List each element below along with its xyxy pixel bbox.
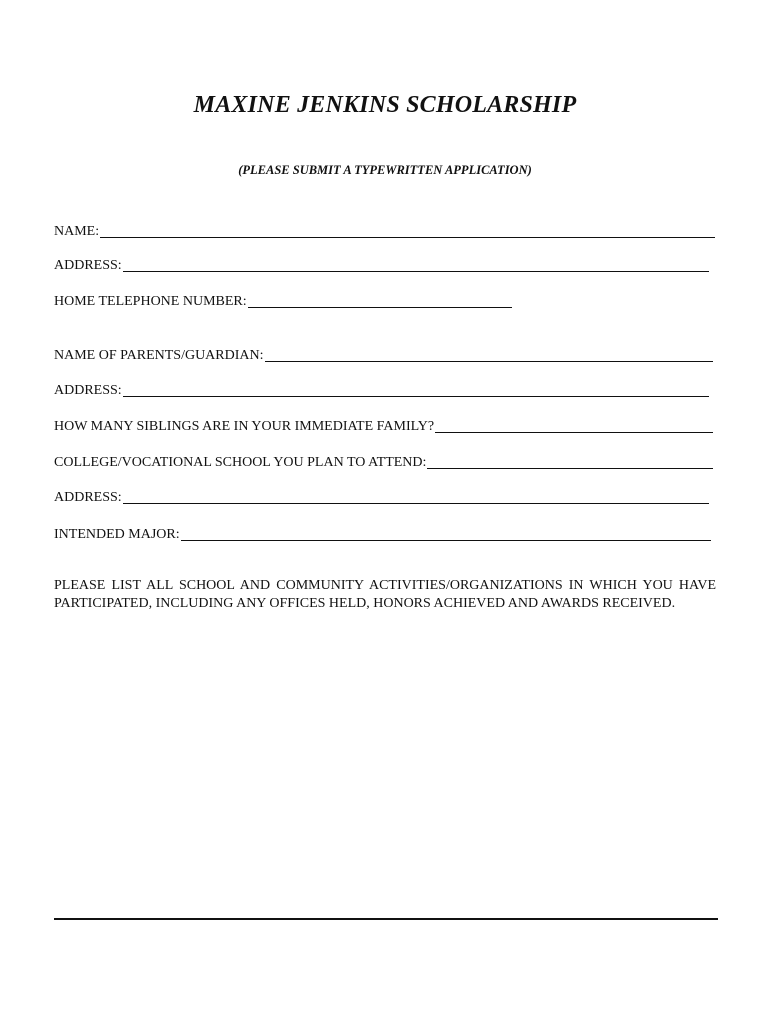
intended-major-field [54, 523, 711, 543]
intended-major-label: INTENDED MAJOR: [54, 527, 180, 542]
home-telephone-label: HOME TELEPHONE NUMBER: [54, 294, 247, 309]
bottom-divider [54, 918, 718, 920]
home-telephone-input-line[interactable] [248, 294, 512, 308]
parents-address-field [54, 379, 709, 399]
parents-guardian-field [54, 344, 713, 364]
parents-address-label: ADDRESS: [54, 383, 122, 398]
name-field [54, 220, 715, 240]
document-title: MAXINE JENKINS SCHOLARSHIP [193, 92, 577, 118]
activities-prompt: PLEASE LIST ALL SCHOOL AND COMMUNITY ACTIVITIES/ORGANIZATIONS IN WHICH YOU HAVE PARTICIPATED, INCLUDING ANY OFFICES HELD, HONORS ACHIEVED AND AWARDS RECEIVED. [54, 578, 716, 611]
document-subtitle: (PLEASE SUBMIT A TYPEWRITTEN APPLICATION) [238, 163, 532, 177]
college-address-field [54, 486, 709, 506]
address-label: ADDRESS: [54, 258, 122, 273]
parents-guardian-label: NAME OF PARENTS/GUARDIAN: [54, 348, 264, 363]
parents-address-input-line[interactable] [123, 383, 709, 397]
college-address-label: ADDRESS: [54, 490, 122, 505]
intended-major-input-line[interactable] [181, 527, 711, 541]
name-label: NAME: [54, 224, 100, 239]
siblings-label: HOW MANY SIBLINGS ARE IN YOUR IMMEDIATE FAMILY? [54, 419, 435, 434]
home-telephone-field [54, 290, 512, 310]
siblings-input-line[interactable] [435, 419, 713, 433]
college-field [54, 451, 713, 471]
college-input-line[interactable] [427, 455, 713, 469]
siblings-field [54, 415, 713, 435]
college-address-input-line[interactable] [123, 490, 709, 504]
address-field [54, 254, 709, 274]
parents-guardian-input-line[interactable] [265, 348, 713, 362]
address-input-line[interactable] [123, 258, 709, 272]
name-input-line[interactable] [100, 224, 715, 238]
college-label: COLLEGE/VOCATIONAL SCHOOL YOU PLAN TO ATTEND: [54, 455, 427, 470]
